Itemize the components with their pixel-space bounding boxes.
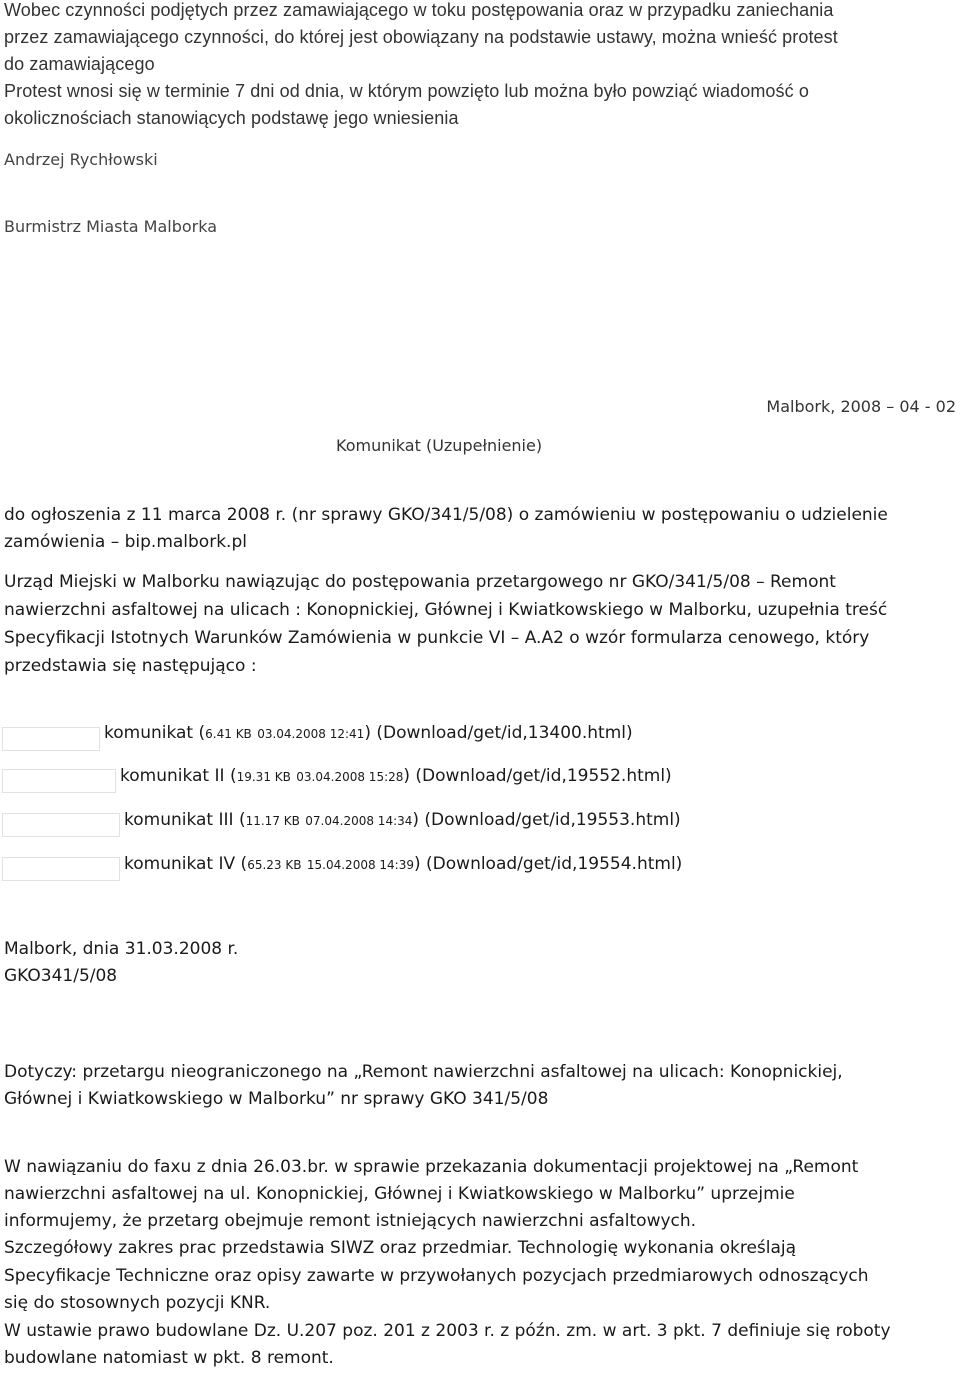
page-title: Komunikat (Uzupełnienie) <box>336 436 543 455</box>
letter-subject: Głównej i Kwiatkowskiego w Malborku” nr sprawy GKO 341/5/08 <box>4 1089 549 1109</box>
letter-paragraph-line: Szczegółowy zakres prac przedstawia SIWZ oraz przedmiar. Technologię wykonania określają <box>4 1238 797 1258</box>
intro-line: okolicznościach stanowiących podstawę jego wniesienia <box>4 108 459 128</box>
attachment-item[interactable] <box>120 766 672 786</box>
letter-subject: Dotyczy: przetargu nieograniczonego na „Remont nawierzchni asfaltowej na ulicach: Konopnickiej, <box>4 1062 843 1082</box>
attachment-icon-placeholder <box>2 727 100 751</box>
attachment-icon-placeholder <box>2 813 120 837</box>
attachment-date: 03.04.2008 15:28 <box>296 770 404 784</box>
reference-line: do ogłoszenia z 11 marca 2008 r. (nr sprawy GKO/341/5/08) o zamówieniu w postępowaniu o udzielenie <box>4 505 888 525</box>
letter-paragraph-line: W nawiązaniu do faxu z dnia 26.03.br. w sprawie przekazania dokumentacji projektowej na „Remont <box>4 1157 859 1177</box>
attachment-name: komunikat II <box>120 766 225 786</box>
attachment-size: 65.23 KB <box>247 858 302 872</box>
notice-line: nawierzchni asfaltowej na ulicach : Konopnickiej, Głównej i Kwiatkowskiego w Malborku, uzupełnia treść <box>4 600 888 620</box>
attachment-link[interactable]: ) (Download/get/id,13400.html) <box>364 723 633 743</box>
attachment-icon-placeholder <box>2 857 120 881</box>
attachment-paren: ( <box>233 810 246 830</box>
letter-paragraph-line: Specyfikacje Techniczne oraz opisy zawarte w przywołanych pozycjach przedmiarowych odnoszących <box>4 1266 869 1286</box>
letter-paragraph-line: nawierzchni asfaltowej na ul. Konopnickiej, Głównej i Kwiatkowskiego w Malborku” uprzejmie <box>4 1184 795 1204</box>
letter-paragraph-line: budowlane natomiast w pkt. 8 remont. <box>4 1348 334 1368</box>
attachment-size: 19.31 KB <box>236 770 291 784</box>
attachment-paren: ( <box>193 723 206 743</box>
attachment-icon-placeholder <box>2 769 116 793</box>
notice-line: Urząd Miejski w Malborku nawiązując do postępowania przetargowego nr GKO/341/5/08 – Remont <box>4 572 836 592</box>
intro-line: do zamawiającego <box>4 54 155 74</box>
attachment-size: 6.41 KB <box>205 727 252 741</box>
attachment-item[interactable] <box>124 854 682 874</box>
notice-line: Specyfikacji Istotnych Warunków Zamówienia w punkcie VI – A.A2 o wzór formularza cenowego, który <box>4 628 870 648</box>
signatory-title: Burmistrz Miasta Malborka <box>4 217 218 236</box>
attachment-name: komunikat III <box>124 810 234 830</box>
letter-paragraph-line: informujemy, że przetarg obejmuje remont istniejących nawierzchni asfaltowych. <box>4 1211 697 1231</box>
letter-place-date: Malbork, dnia 31.03.2008 r. <box>4 939 239 959</box>
intro-line: Wobec czynności podjętych przez zamawiającego w toku postępowania oraz w przypadku zaniechania <box>4 0 834 20</box>
attachment-paren: ( <box>224 766 237 786</box>
attachment-paren: ( <box>235 854 248 874</box>
letter-paragraph-line: się do stosownych pozycji KNR. <box>4 1293 271 1313</box>
header-place-date: Malbork, 2008 – 04 - 02 <box>766 397 956 416</box>
attachment-link[interactable]: ) (Download/get/id,19553.html) <box>412 810 681 830</box>
notice-line: przedstawia się następująco : <box>4 656 257 676</box>
attachment-name: komunikat <box>104 723 194 743</box>
reference-line: zamówienia – bip.malbork.pl <box>4 532 247 552</box>
signatory-name: Andrzej Rychłowski <box>4 150 158 169</box>
letter-ref: GKO341/5/08 <box>4 966 118 986</box>
attachment-date: 07.04.2008 14:34 <box>305 814 413 828</box>
attachment-link[interactable]: ) (Download/get/id,19554.html) <box>414 854 683 874</box>
attachment-name: komunikat IV <box>124 854 236 874</box>
attachment-item[interactable] <box>124 810 681 830</box>
attachment-date: 03.04.2008 12:41 <box>257 727 365 741</box>
letter-paragraph-line: W ustawie prawo budowlane Dz. U.207 poz. 201 z 2003 r. z późn. zm. w art. 3 pkt. 7 definiuje się roboty <box>4 1321 891 1341</box>
intro-line: Protest wnosi się w terminie 7 dni od dnia, w którym powzięto lub można było powziąć wiadomość o <box>4 81 809 101</box>
attachment-date: 15.04.2008 14:39 <box>306 858 414 872</box>
intro-line: przez zamawiającego czynności, do której jest obowiązany na podstawie ustawy, można wnieść protest <box>4 27 838 47</box>
attachment-link[interactable]: ) (Download/get/id,19552.html) <box>403 766 672 786</box>
attachment-size: 11.17 KB <box>245 814 300 828</box>
attachment-item[interactable] <box>104 723 633 743</box>
